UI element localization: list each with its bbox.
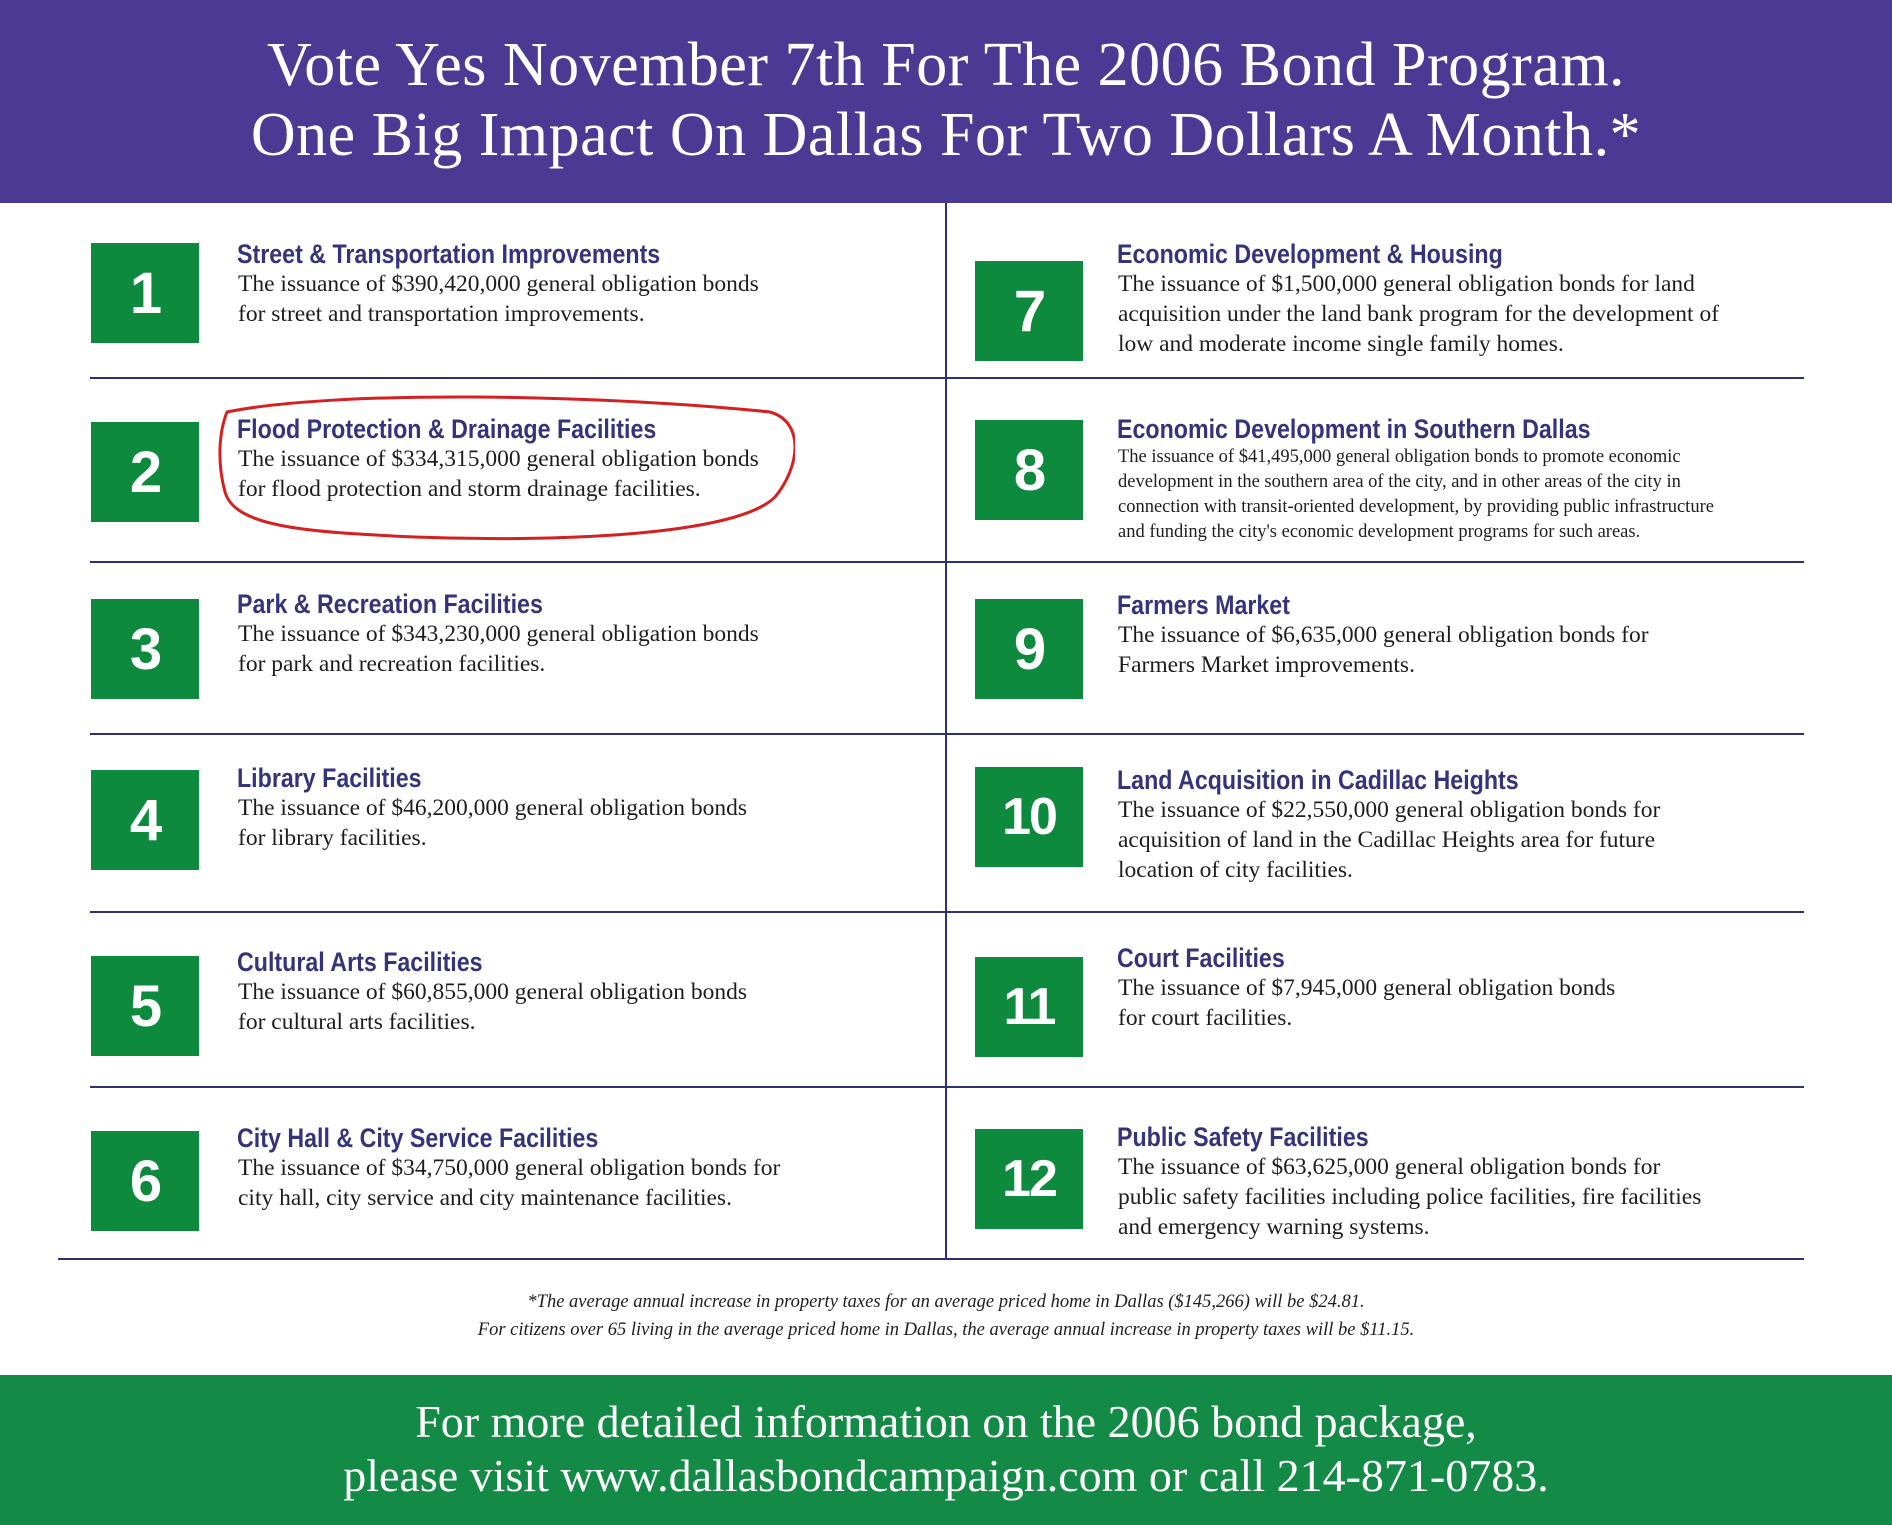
proposition-12 xyxy=(947,1088,1804,1258)
proposition-title: Library Facilities xyxy=(237,763,422,793)
proposition-description-line: location of city facilities. xyxy=(1118,857,1353,883)
proposition-description-line: The issuance of $60,855,000 general obligation bonds xyxy=(238,979,748,1005)
proposition-number-badge: 9 xyxy=(975,599,1083,699)
proposition-description-line: acquisition under the land bank program for the development of xyxy=(1118,301,1720,327)
proposition-8 xyxy=(947,379,1804,561)
proposition-description-line: The issuance of $7,945,000 general obligation bonds xyxy=(1118,975,1616,1001)
proposition-title: City Hall & City Service Facilities xyxy=(237,1123,599,1153)
proposition-number-badge: 5 xyxy=(91,956,199,1056)
proposition-title: Public Safety Facilities xyxy=(1117,1122,1369,1152)
proposition-number-badge: 7 xyxy=(975,261,1083,361)
proposition-number-badge: 2 xyxy=(91,422,199,522)
proposition-description-line: low and moderate income single family homes. xyxy=(1118,331,1564,357)
proposition-9 xyxy=(947,563,1804,733)
proposition-description-line: and funding the city's economic development programs for such areas. xyxy=(1118,522,1641,542)
footer-banner xyxy=(0,1375,1892,1525)
proposition-number-badge: 4 xyxy=(91,770,199,870)
proposition-description-line: for cultural arts facilities. xyxy=(238,1009,476,1035)
proposition-number-badge: 8 xyxy=(975,420,1083,520)
proposition-number-badge: 11 xyxy=(975,957,1083,1057)
proposition-description-line: connection with transit-oriented development, by providing public infrastructure xyxy=(1118,497,1714,517)
proposition-description-line: The issuance of $1,500,000 general obligation bonds for land xyxy=(1118,271,1695,297)
proposition-1 xyxy=(90,203,945,377)
proposition-description-line: The issuance of $41,495,000 general obligation bonds to promote economic xyxy=(1118,447,1681,467)
proposition-description-line: for library facilities. xyxy=(238,825,427,851)
proposition-title: Economic Development in Southern Dallas xyxy=(1117,414,1591,444)
proposition-number-badge: 10 xyxy=(975,767,1083,867)
proposition-description-line: The issuance of $334,315,000 general obligation bonds xyxy=(238,446,759,472)
footnote-line-2: For citizens over 65 living in the average priced home in Dallas, the average annual increase in property taxes will be $11.15. xyxy=(477,1320,1415,1340)
proposition-description-line: for court facilities. xyxy=(1118,1005,1293,1031)
header-line-1: Vote Yes November 7th For The 2006 Bond Program. xyxy=(266,31,1626,99)
header-line-2: One Big Impact On Dallas For Two Dollars A Month.* xyxy=(250,101,1642,169)
propositions-grid xyxy=(90,203,1804,1260)
proposition-title: Street & Transportation Improvements xyxy=(237,239,661,269)
proposition-number-badge: 6 xyxy=(91,1131,199,1231)
proposition-3 xyxy=(90,563,945,733)
proposition-description-line: Farmers Market improvements. xyxy=(1118,652,1415,678)
proposition-description-line: for flood protection and storm drainage facilities. xyxy=(238,476,701,502)
proposition-number-badge: 12 xyxy=(975,1129,1083,1229)
proposition-number-badge: 1 xyxy=(91,243,199,343)
proposition-description-line: city hall, city service and city maintenance facilities. xyxy=(238,1185,732,1211)
proposition-title: Flood Protection & Drainage Facilities xyxy=(237,414,657,444)
proposition-description-line: development in the southern area of the city, and in other areas of the city in xyxy=(1118,472,1681,492)
proposition-title: Court Facilities xyxy=(1117,943,1285,973)
proposition-description-line: The issuance of $390,420,000 general obligation bonds xyxy=(238,271,759,297)
proposition-title: Economic Development & Housing xyxy=(1117,239,1503,269)
header-banner xyxy=(0,0,1892,203)
proposition-title: Park & Recreation Facilities xyxy=(237,589,543,619)
footnote xyxy=(0,1288,1892,1344)
proposition-description-line: for street and transportation improvements. xyxy=(238,301,645,327)
proposition-11 xyxy=(947,913,1804,1086)
proposition-description-line: and emergency warning systems. xyxy=(1118,1214,1430,1240)
proposition-description-line: The issuance of $22,550,000 general obligation bonds for xyxy=(1118,797,1661,823)
proposition-description-line: public safety facilities including police facilities, fire facilities xyxy=(1118,1184,1702,1210)
proposition-description-line: The issuance of $343,230,000 general obligation bonds xyxy=(238,621,759,647)
proposition-7 xyxy=(947,203,1804,377)
proposition-6 xyxy=(90,1088,945,1258)
proposition-description-line: The issuance of $6,635,000 general obligation bonds for xyxy=(1118,622,1649,648)
row-divider xyxy=(58,1258,1804,1260)
proposition-description-line: The issuance of $46,200,000 general obligation bonds xyxy=(238,795,748,821)
proposition-4 xyxy=(90,735,945,911)
proposition-number-badge: 3 xyxy=(91,599,199,699)
proposition-description-line: The issuance of $63,625,000 general obligation bonds for xyxy=(1118,1154,1661,1180)
proposition-description-line: acquisition of land in the Cadillac Heights area for future xyxy=(1118,827,1656,853)
proposition-description-line: for park and recreation facilities. xyxy=(238,651,546,677)
footnote-line-1: *The average annual increase in property taxes for an average priced home in Dallas ($145,266) will be $24.81. xyxy=(527,1292,1365,1312)
proposition-description-line: The issuance of $34,750,000 general obligation bonds for xyxy=(238,1155,781,1181)
footer-line-2: please visit www.dallasbondcampaign.com or call 214-871-0783. xyxy=(343,1450,1549,1501)
proposition-title: Farmers Market xyxy=(1117,590,1290,620)
proposition-title: Cultural Arts Facilities xyxy=(237,947,483,977)
proposition-title: Land Acquisition in Cadillac Heights xyxy=(1117,765,1519,795)
footer-line-1: For more detailed information on the 2006 bond package, xyxy=(415,1396,1477,1447)
proposition-10 xyxy=(947,735,1804,911)
proposition-2 xyxy=(90,379,945,561)
proposition-5 xyxy=(90,913,945,1086)
